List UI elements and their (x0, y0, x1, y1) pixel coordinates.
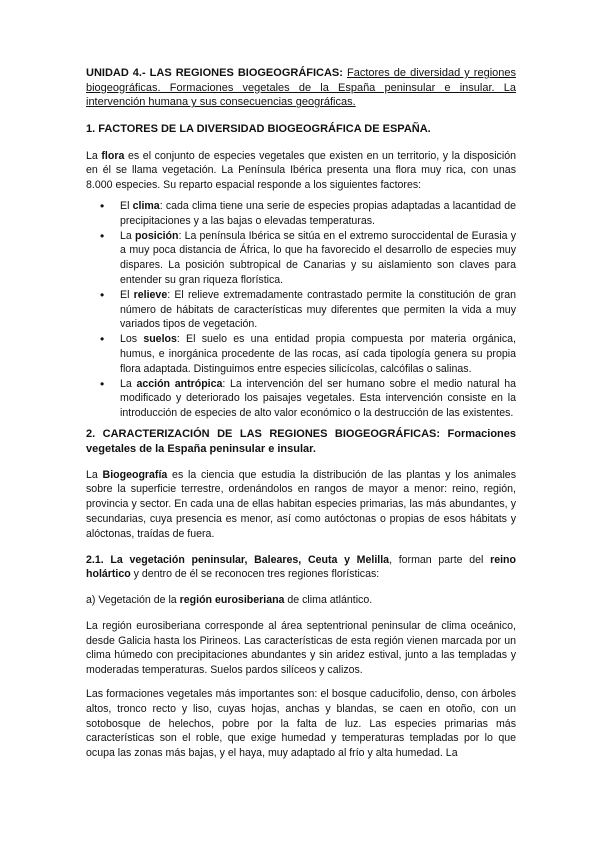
unit-title-bold: UNIDAD 4.- LAS REGIONES BIOGEOGRÁFICAS: (86, 67, 343, 79)
unit-title (86, 66, 516, 110)
eurosiberian-paragraph-2: Las formaciones vegetales más importantes son: el bosque caducifolio, denso, con árboles altos, tronco recto y liso, cuyas hojas, anchas y blandas, se caen en otoño, con un sotobosque de helechos, pobre por la falta de luz. Las especies primarias más características son el roble, que exige humedad y temperaturas templadas por lo que ocupa las zonas más bajas, y el haya, muy adaptado al frío y alta humedad. La (86, 688, 516, 760)
list-item: • La acción antrópica: La intervención del ser humano sobre el medio natural ha modificado y deteriorado los paisajes vegetales. Esta intervención consiste en la introducción de especies de alto valor económico o la destrucción de las existentes. (120, 377, 516, 421)
subsection-2-1: 2.1. La vegetación peninsular, Baleares, Ceuta y Melilla, forman parte del reino holártico y dentro de él se reconocen tres regiones florísticas: (86, 553, 516, 581)
list-item: • El clima: cada clima tiene una serie de especies propias adaptadas a lacantidad de precipitaciones y a las bajas o elevadas temperaturas. (120, 199, 516, 229)
eurosiberian-paragraph-1: La región eurosiberiana corresponde al área septentrional peninsular de clima oceánico, desde Galicia hasta los Pirineos. Las características de esta región vienen marcada por un clima húmedo con precipitaciones abundantes y sin aridez estival, junto a las templadas y moderadas temperaturas. Suelos pardos silíceos y calizos. (86, 619, 516, 677)
list-item: • El relieve: El relieve extremadamente contrastado permite la constitución de gran número de hábitats de características muy diferentes que permiten la vida a muy variados tipos de vegetación. (120, 288, 516, 332)
list-item: • La posición: La península Ibérica se sitúa en el extremo suroccidental de Eurasia y a muy poca distancia de África, lo que ha favorecido el desarrollo de especies muy dispares. La posición subtropical de Canarias y su aislamiento son claves para entender su gran riqueza florística. (120, 229, 516, 288)
list-item: • Los suelos: El suelo es una entidad propia compuesta por materia orgánica, humus, e inorgánica procedente de las rocas, así cada tipología genera su propia flora adaptada. Distinguimos entre especies silicícolas, calcófilas o salinas. (120, 332, 516, 376)
flora-paragraph: La flora es el conjunto de especies vegetales que existen en un territorio, y la disposición en él se llama vegetación. La Península Ibérica presenta una flora muy rica, con unas 8.000 especies. Su reparto espacial responde a los siguientes factores: (86, 149, 516, 192)
biogeography-paragraph: La Biogeografía es la ciencia que estudia la distribución de las plantas y los animales sobre la superficie terrestre, ordenándolos en rangos de mayor a menor: reino, región, provincia y sector. En cada una de ellas habitan especies primarias, las más abundantes, y secundarias, cuya presencia es menor, así como autóctonas o propias de esos hábitats y alóctonas, traídas de fuera. (86, 468, 516, 540)
subsection-a-heading: a) Vegetación de la región eurosiberiana de clima atlántico. (86, 594, 373, 607)
factors-list (86, 199, 516, 421)
section-1-heading: 1. FACTORES DE LA DIVERSIDAD BIOGEOGRÁFICA DE ESPAÑA. (86, 122, 431, 135)
section-2-heading: 2. CARACTERIZACIÓN DE LAS REGIONES BIOGEOGRÁFICAS: Formaciones vegetales de la España peninsular e insular. (86, 427, 516, 455)
unit-title-subtitle: Factores de diversidad y regiones biogeográficas. Formaciones vegetales de la España peninsular e insular. La intervención humana y sus consecuencias geográficas. (86, 67, 516, 109)
